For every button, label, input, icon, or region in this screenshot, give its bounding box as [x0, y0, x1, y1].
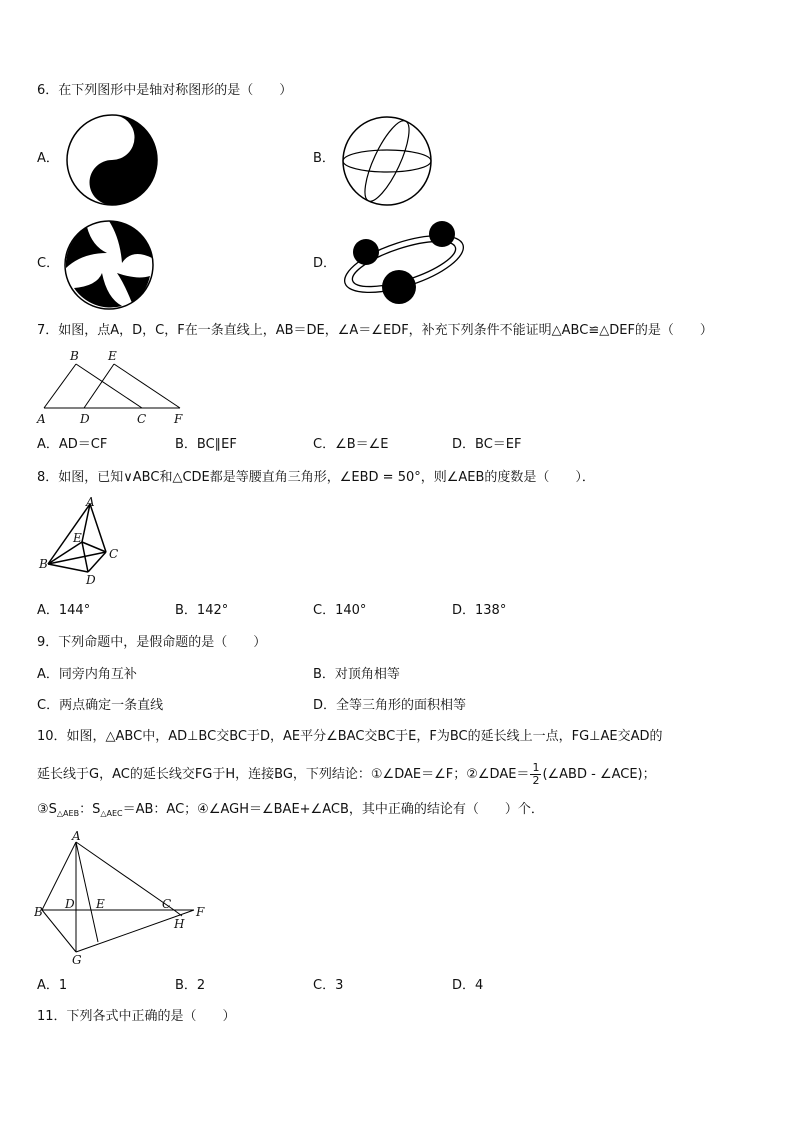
- q10-sub-aeb: △AEB: [56, 809, 80, 818]
- q8-option-d: D．138°: [452, 603, 507, 618]
- q9-option-d: D．全等三角形的面积相等: [313, 698, 467, 713]
- q7-stem: 7．如图，点A，D，C，F在一条直线上，AB＝DE，∠A＝∠EDF，补充下列条件不能证明△ABC≌△DEF的是（ ）: [37, 323, 713, 338]
- q10-line2-pre: 延长线于G，AC的延长线交FG于H，连接BG，下列结论：①∠DAE＝∠F；②∠DAE＝: [37, 767, 530, 782]
- q8-label-b: B: [39, 557, 48, 571]
- q7-label-f: F: [174, 412, 183, 426]
- q8-option-c: C．140°: [313, 603, 367, 618]
- q7-label-e: E: [108, 349, 117, 363]
- q10-line2-post: (∠ABD - ∠ACE)；: [542, 767, 656, 782]
- q8-label-c: C: [109, 547, 119, 561]
- q10-line3-c: ＝AB：AC；④∠AGH＝∠BAE+∠ACB，其中正确的结论有（ ）个．: [122, 802, 544, 817]
- q7-option-a: A．AD＝CF: [37, 437, 108, 452]
- q10-label-g: G: [72, 953, 82, 966]
- q6-option-a-label: A．: [37, 151, 59, 166]
- q10-label-a: A: [72, 830, 81, 843]
- q10-label-d: D: [65, 897, 75, 911]
- q7-figure: [34, 346, 194, 428]
- q10-sub-aec: △AEC: [100, 809, 123, 818]
- q10-line3-b: ：S: [79, 802, 101, 817]
- q6-stem: 6．在下列图形中是轴对称图形的是（ ）: [37, 83, 293, 98]
- q8-figure: [36, 494, 126, 590]
- q7-label-a: A: [37, 412, 46, 426]
- q10-figure: [34, 830, 214, 966]
- q7-option-d: D．BC＝EF: [452, 437, 522, 452]
- one-half-fraction: [530, 762, 541, 787]
- q6-option-c-label: C．: [37, 256, 60, 271]
- q10-option-d: D．4: [452, 978, 484, 993]
- q10-label-c: C: [162, 897, 172, 911]
- q9-option-b: B．对顶角相等: [313, 667, 400, 682]
- q8-label-e: E: [73, 531, 82, 545]
- q8-option-b: B．142°: [175, 603, 229, 618]
- q7-label-c: C: [137, 412, 147, 426]
- q10-label-f: F: [196, 905, 205, 919]
- q10-option-b: B．2: [175, 978, 206, 993]
- q8-option-a: A．144°: [37, 603, 91, 618]
- fraction-numerator: 1: [532, 761, 540, 774]
- q8-label-a: A: [86, 495, 95, 509]
- q6-option-b-label: B．: [313, 151, 335, 166]
- q11-stem: 11．下列各式中正确的是（ ）: [37, 1009, 236, 1024]
- q10-line3-a: ③S: [37, 802, 57, 817]
- q8-stem: 8．如图，已知∨ABC和△CDE都是等腰直角三角形，∠EBD = 50°，则∠AEB的度数是（ ）．: [37, 470, 595, 485]
- q9-option-c: C．两点确定一条直线: [37, 698, 164, 713]
- q6-option-d-label: D．: [313, 256, 337, 271]
- q8-label-d: D: [86, 573, 96, 587]
- q7-label-d: D: [80, 412, 90, 426]
- q10-label-b: B: [34, 905, 43, 919]
- q9-option-a: A．同旁内角互补: [37, 667, 137, 682]
- q9-stem: 9．下列命题中，是假命题的是（ ）: [37, 635, 267, 650]
- q7-label-b: B: [70, 349, 79, 363]
- q10-option-a: A．1: [37, 978, 68, 993]
- q10-option-c: C．3: [313, 978, 344, 993]
- yin-yang-figure: [64, 112, 160, 208]
- q10-label-h: H: [174, 917, 185, 931]
- q10-label-e: E: [96, 897, 105, 911]
- pinwheel-figure: [62, 218, 156, 312]
- q7-option-b: B．BC∥EF: [175, 437, 237, 452]
- fraction-denominator: 2: [532, 774, 540, 787]
- q10-line3: [37, 801, 544, 823]
- sphere-figure: [340, 114, 434, 208]
- q10-line1: 10．如图，△ABC中，AD⊥BC交BC于D，AE平分∠BAC交BC于E，F为BC的延长线上一点，FG⊥AE交AD的: [37, 729, 663, 744]
- q10-line2: [37, 762, 656, 787]
- q7-option-c: C．∠B＝∠E: [313, 437, 389, 452]
- orbit-figure: [338, 216, 472, 308]
